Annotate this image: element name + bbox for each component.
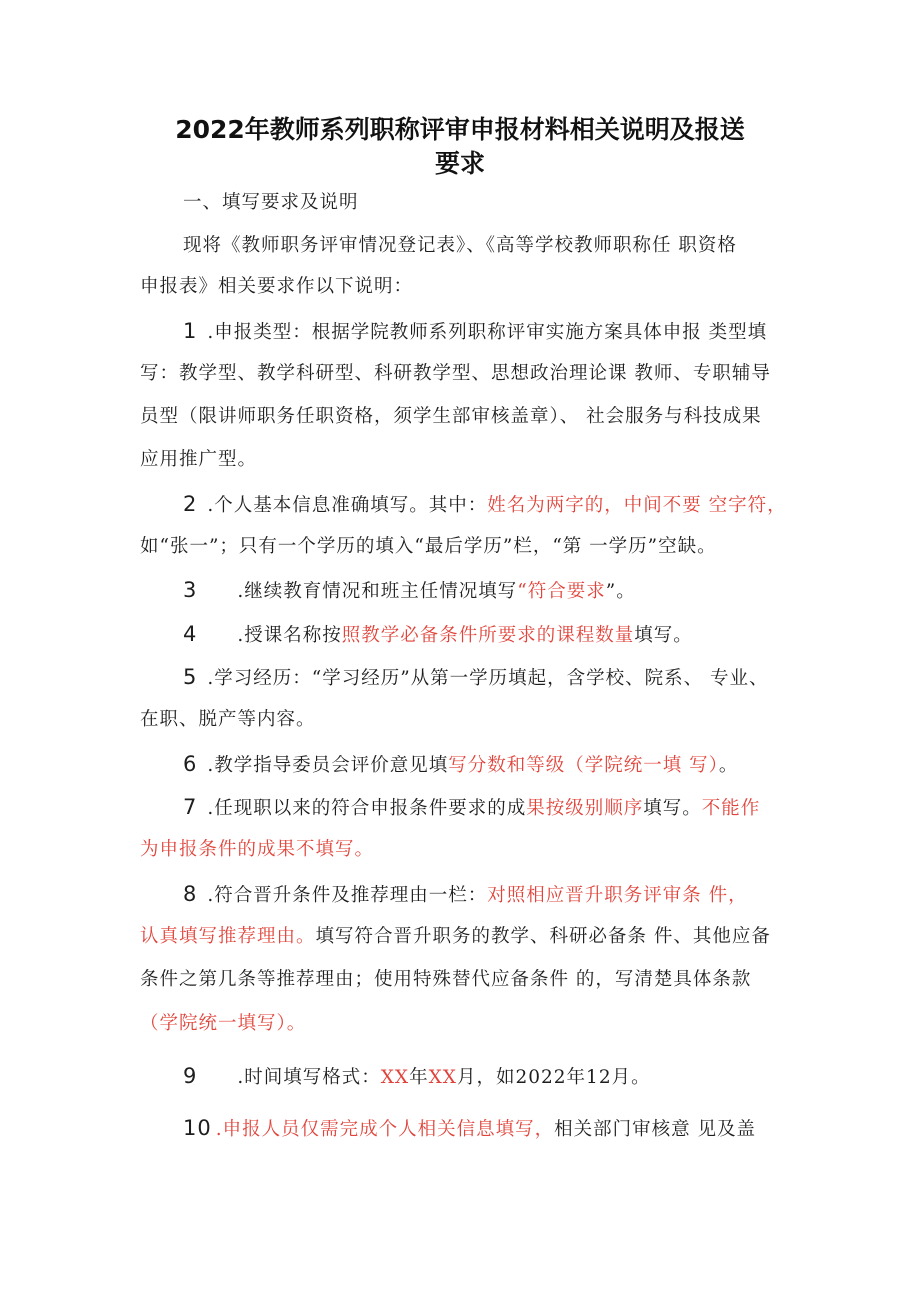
item-9-text: .时间填写格式： xyxy=(237,1067,381,1088)
item-7-red-text-2: 不能作 xyxy=(701,798,761,819)
item-2-number: 2 xyxy=(183,492,198,516)
item-1-number: 1 xyxy=(183,319,198,343)
item-7-red-text: 果按级别顺序 xyxy=(526,798,644,819)
item-9-line-1 xyxy=(183,1063,651,1091)
item-4-number: 4 xyxy=(183,622,198,646)
item-4-red-text: 照教学必备条件所要求的课程数量 xyxy=(341,625,635,646)
document-title-line2: 要求 xyxy=(434,149,485,178)
item-10-number: 10 xyxy=(183,1116,212,1140)
item-4-text-end: 填写。 xyxy=(634,625,693,646)
item-7-text-mid: 填写。 xyxy=(643,798,702,819)
item-10-line-1 xyxy=(183,1115,756,1143)
item-3-red-text: “符合要求 xyxy=(517,581,606,602)
item-1-line-2: 写：教学型、教学科研型、科研教学型、思想政治理论课 教师、专职辅导 xyxy=(140,363,771,384)
item-3-line-1 xyxy=(183,577,636,605)
item-1-text: .申报类型：根据学院教师系列职称评审实施方案具体申报 类型填 xyxy=(207,322,768,343)
item-8-line-1 xyxy=(183,881,748,909)
item-6-line-1 xyxy=(183,751,738,779)
item-6-red-text: 写分数和等级（学院统一填 写） xyxy=(448,755,719,776)
item-1-line-4: 应用推广型。 xyxy=(140,449,258,470)
item-8-red-text-2: 认真填写推荐理由。 xyxy=(140,926,316,947)
item-1-line-3: 员型（限讲师职务任职资格，须学生部审核盖章）、 社会服务与科技成果 xyxy=(140,406,762,427)
item-1-line-1 xyxy=(183,318,767,346)
item-8-line-3: 条件之第几条等推荐理由；使用特殊替代应备条件 的，写清楚具体条款 xyxy=(140,969,752,990)
item-6-text-end: 。 xyxy=(718,755,739,776)
item-3-number: 3 xyxy=(183,578,198,602)
item-3-text: .继续教育情况和班主任情况填写 xyxy=(237,581,518,602)
item-8-text-2: 填写符合晋升职务的教学、科研必备条 件、其他应备 xyxy=(315,926,771,947)
item-8-red-text: 对照相应晋升职务评审条 件， xyxy=(487,885,748,906)
item-8-line-4: （学院统一填写）。 xyxy=(140,1013,307,1034)
item-4-line-1 xyxy=(183,621,693,649)
item-4-text: .授课名称按 xyxy=(237,625,342,646)
item-5-line-1 xyxy=(183,664,769,692)
item-2-line-2: 如“张一”；只有一个学历的填入“最后学历”栏，“第 一学历”空缺。 xyxy=(140,536,717,557)
item-2-line-1 xyxy=(183,491,787,519)
document-title-line1: 2022年教师系列职称评审申报材料相关说明及报送 xyxy=(175,115,745,144)
item-3-text-end: ”。 xyxy=(605,581,636,602)
item-5-number: 5 xyxy=(183,665,198,689)
item-9-red-month: XX xyxy=(428,1067,457,1088)
item-7-text: .任现职以来的符合申报条件要求的成 xyxy=(207,798,527,819)
item-9-text-end: 月，如2022年12月。 xyxy=(456,1067,651,1088)
section-heading: 一、填写要求及说明 xyxy=(183,192,359,213)
item-5-text: .学习经历：“学习经历”从第一学历填起，含学校、院系、 专业、 xyxy=(207,668,769,689)
item-5-line-2: 在职、脱产等内容。 xyxy=(140,709,316,730)
item-7-line-2: 为申报条件的成果不填写。 xyxy=(140,839,375,860)
item-9-number: 9 xyxy=(183,1064,198,1088)
intro-line-2: 申报表》相关要求作以下说明： xyxy=(140,276,414,297)
item-10-red-text: .申报人员仅需完成个人相关信息填写， xyxy=(215,1119,555,1140)
item-9-year-char: 年 xyxy=(409,1067,429,1088)
item-7-number: 7 xyxy=(183,795,198,819)
intro-line-1: 现将《教师职务评审情况登记表》、《高等学校教师职称任 职资格 xyxy=(183,235,737,256)
item-8-line-2 xyxy=(140,924,771,950)
item-8-text: .符合晋升条件及推荐理由一栏： xyxy=(207,885,488,906)
item-6-text: .教学指导委员会评价意见填 xyxy=(207,755,449,776)
item-2-text: .个人基本信息准确填写。其中： xyxy=(207,495,488,516)
item-8-number: 8 xyxy=(183,882,198,906)
item-10-text: 相关部门审核意 见及盖 xyxy=(554,1119,757,1140)
item-7-line-1 xyxy=(183,794,760,822)
item-9-red-year: XX xyxy=(380,1067,410,1088)
item-6-number: 6 xyxy=(183,752,198,776)
item-2-red-text: 姓名为两字的，中间不要 空字符， xyxy=(487,495,787,516)
